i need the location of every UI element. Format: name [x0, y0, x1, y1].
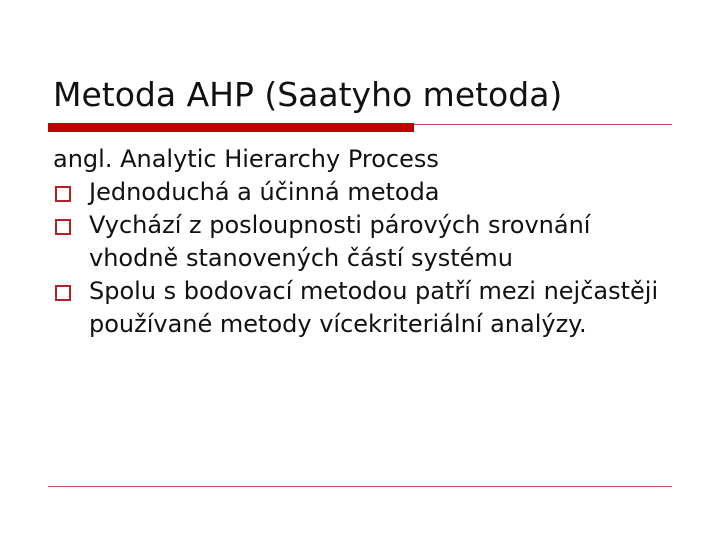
hollow-square-bullet-icon — [55, 285, 71, 301]
bullet-item — [53, 209, 663, 275]
bullet-text: Vychází z posloupnosti párových srovnání vhodně stanovených částí systému — [89, 211, 591, 272]
title-underline-rule — [414, 124, 672, 125]
bullet-item — [53, 275, 663, 341]
hollow-square-bullet-icon — [55, 186, 71, 202]
bullet-item — [53, 176, 663, 209]
bullet-text: Spolu s bodovací metodou patří mezi nejčastěji používané metody vícekriteriální analýzy. — [89, 277, 659, 338]
slide-title: Metoda AHP (Saatyho metoda) — [53, 75, 563, 114]
footer-rule — [48, 486, 672, 487]
bullet-text: Jednoduchá a účinná metoda — [89, 178, 440, 206]
slide-body — [53, 143, 663, 341]
bullet-list — [53, 176, 663, 341]
hollow-square-bullet-icon — [55, 219, 71, 235]
intro-text: angl. Analytic Hierarchy Process — [53, 145, 439, 173]
title-underline-accent — [48, 123, 414, 132]
